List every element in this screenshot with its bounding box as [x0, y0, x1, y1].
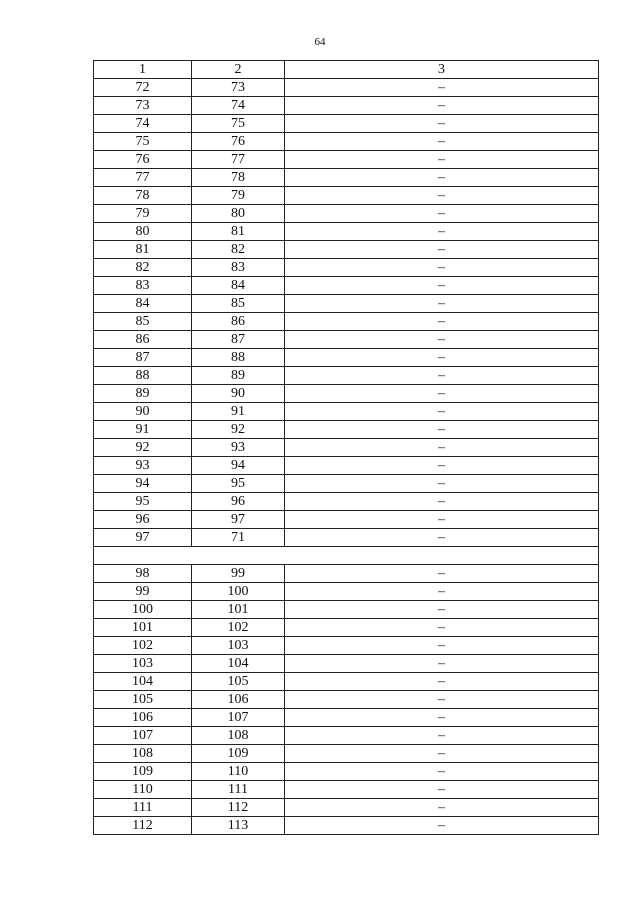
table-cell-col-2: 89	[192, 367, 285, 385]
table-cell-col-2: 113	[192, 817, 285, 835]
table-cell-col-3: –	[285, 151, 599, 169]
table-cell-col-2: 73	[192, 79, 285, 97]
table-cell-col-3: –	[285, 295, 599, 313]
table-row	[94, 313, 599, 331]
table-cell-col-3: –	[285, 367, 599, 385]
table-row	[94, 169, 599, 187]
table-cell-col-2: 94	[192, 457, 285, 475]
table-cell-col-1: 109	[94, 763, 192, 781]
table-cell-col-1: 85	[94, 313, 192, 331]
table-cell-col-2: 90	[192, 385, 285, 403]
table-cell-col-2: 111	[192, 781, 285, 799]
table-row	[94, 601, 599, 619]
table-cell-col-1: 97	[94, 529, 192, 547]
table-cell-col-3: –	[285, 799, 599, 817]
table-cell-col-2: 104	[192, 655, 285, 673]
table-cell-col-1: 88	[94, 367, 192, 385]
table-cell-col-3: –	[285, 493, 599, 511]
table-cell-col-2: 84	[192, 277, 285, 295]
column-header-2: 2	[192, 61, 285, 79]
table-cell-col-2: 91	[192, 403, 285, 421]
table-row	[94, 745, 599, 763]
table-cell-col-3: –	[285, 97, 599, 115]
table-cell-col-3: –	[285, 673, 599, 691]
table-cell-col-1: 104	[94, 673, 192, 691]
separator-row	[94, 547, 599, 565]
table-cell-col-3: –	[285, 763, 599, 781]
table-row	[94, 439, 599, 457]
table-cell-col-1: 87	[94, 349, 192, 367]
table-cell-col-2: 107	[192, 709, 285, 727]
table-cell-col-1: 110	[94, 781, 192, 799]
table-cell-col-1: 107	[94, 727, 192, 745]
table-row	[94, 259, 599, 277]
table-header-row	[94, 61, 599, 79]
table-row	[94, 655, 599, 673]
data-table	[93, 60, 599, 835]
table-cell-col-1: 80	[94, 223, 192, 241]
table-cell-col-3: –	[285, 511, 599, 529]
table-row	[94, 529, 599, 547]
table-cell-col-2: 112	[192, 799, 285, 817]
table-cell-col-3: –	[285, 421, 599, 439]
table-cell-col-3: –	[285, 619, 599, 637]
table-cell-col-2: 105	[192, 673, 285, 691]
table-row	[94, 385, 599, 403]
table-cell-col-1: 83	[94, 277, 192, 295]
table-section-b	[94, 565, 599, 835]
table-row	[94, 511, 599, 529]
table-row	[94, 331, 599, 349]
table-cell-col-2: 83	[192, 259, 285, 277]
table-row	[94, 781, 599, 799]
table-row	[94, 133, 599, 151]
table-cell-col-3: –	[285, 817, 599, 835]
table-cell-col-2: 75	[192, 115, 285, 133]
table-cell-col-3: –	[285, 457, 599, 475]
table-cell-col-2: 92	[192, 421, 285, 439]
table-row	[94, 817, 599, 835]
table-row	[94, 493, 599, 511]
column-header-1: 1	[94, 61, 192, 79]
table-cell-col-1: 102	[94, 637, 192, 655]
table-cell-col-3: –	[285, 331, 599, 349]
table-cell-col-3: –	[285, 475, 599, 493]
table-cell-col-1: 101	[94, 619, 192, 637]
table-cell-col-1: 79	[94, 205, 192, 223]
table-row	[94, 799, 599, 817]
table-row	[94, 115, 599, 133]
table-cell-col-2: 86	[192, 313, 285, 331]
table-row	[94, 97, 599, 115]
table-cell-col-2: 87	[192, 331, 285, 349]
page-number: 64	[314, 36, 326, 48]
table-cell-col-3: –	[285, 439, 599, 457]
table-cell-col-3: –	[285, 565, 599, 583]
table-section-separator	[94, 547, 599, 565]
table-cell-col-1: 106	[94, 709, 192, 727]
table-cell-col-1: 89	[94, 385, 192, 403]
table-cell-col-1: 96	[94, 511, 192, 529]
table-cell-col-1: 76	[94, 151, 192, 169]
table-cell-col-1: 90	[94, 403, 192, 421]
table-row	[94, 709, 599, 727]
table-row	[94, 241, 599, 259]
table-cell-col-1: 82	[94, 259, 192, 277]
table-row	[94, 583, 599, 601]
table-row	[94, 79, 599, 97]
table-row	[94, 187, 599, 205]
table-cell-col-3: –	[285, 259, 599, 277]
table-cell-col-1: 77	[94, 169, 192, 187]
table-cell-col-1: 72	[94, 79, 192, 97]
table-cell-col-2: 82	[192, 241, 285, 259]
table-cell-col-3: –	[285, 223, 599, 241]
table-cell-col-1: 81	[94, 241, 192, 259]
table-cell-col-3: –	[285, 115, 599, 133]
table-cell-col-3: –	[285, 133, 599, 151]
table-cell-col-1: 103	[94, 655, 192, 673]
table-cell-col-2: 74	[192, 97, 285, 115]
table-cell-col-1: 95	[94, 493, 192, 511]
table-cell-col-1: 91	[94, 421, 192, 439]
table-cell-col-3: –	[285, 169, 599, 187]
table-cell-col-2: 99	[192, 565, 285, 583]
table-cell-col-3: –	[285, 655, 599, 673]
table-cell-col-3: –	[285, 313, 599, 331]
table-cell-col-3: –	[285, 691, 599, 709]
table-cell-col-1: 74	[94, 115, 192, 133]
table-row	[94, 565, 599, 583]
table-cell-col-3: –	[285, 187, 599, 205]
table-cell-col-1: 98	[94, 565, 192, 583]
table-cell-col-1: 93	[94, 457, 192, 475]
table-row	[94, 403, 599, 421]
table-cell-col-1: 92	[94, 439, 192, 457]
table-cell-col-2: 88	[192, 349, 285, 367]
table-cell-col-3: –	[285, 349, 599, 367]
table-cell-col-2: 85	[192, 295, 285, 313]
table-cell-col-3: –	[285, 583, 599, 601]
table-cell-col-2: 102	[192, 619, 285, 637]
table-cell-col-3: –	[285, 745, 599, 763]
table-row	[94, 763, 599, 781]
table-cell-col-1: 84	[94, 295, 192, 313]
table-row	[94, 727, 599, 745]
table-cell-col-3: –	[285, 277, 599, 295]
table-row	[94, 637, 599, 655]
table-cell-col-1: 112	[94, 817, 192, 835]
table-cell-col-2: 81	[192, 223, 285, 241]
table-cell-col-3: –	[285, 205, 599, 223]
table-cell-col-2: 93	[192, 439, 285, 457]
table-cell-col-2: 95	[192, 475, 285, 493]
table-cell-col-1: 100	[94, 601, 192, 619]
table-cell-col-2: 108	[192, 727, 285, 745]
table-cell-col-2: 101	[192, 601, 285, 619]
table-row	[94, 367, 599, 385]
table-cell-col-1: 75	[94, 133, 192, 151]
table-cell-col-3: –	[285, 781, 599, 799]
table-cell-col-3: –	[285, 79, 599, 97]
table-row	[94, 691, 599, 709]
table-row	[94, 223, 599, 241]
table-row	[94, 277, 599, 295]
table-cell-col-3: –	[285, 241, 599, 259]
table-cell-col-2: 97	[192, 511, 285, 529]
table-cell-col-1: 86	[94, 331, 192, 349]
table-cell-col-3: –	[285, 529, 599, 547]
table-cell-col-1: 99	[94, 583, 192, 601]
table-cell-col-2: 106	[192, 691, 285, 709]
table-row	[94, 349, 599, 367]
table-cell-col-1: 78	[94, 187, 192, 205]
table-row	[94, 151, 599, 169]
table-row	[94, 619, 599, 637]
table-cell-col-1: 94	[94, 475, 192, 493]
table-cell-col-2: 76	[192, 133, 285, 151]
column-header-3: 3	[285, 61, 599, 79]
table-row	[94, 205, 599, 223]
table-cell-col-3: –	[285, 637, 599, 655]
table-cell-col-2: 80	[192, 205, 285, 223]
table-cell-col-3: –	[285, 385, 599, 403]
table-cell-col-2: 78	[192, 169, 285, 187]
table-cell-col-2: 110	[192, 763, 285, 781]
table-row	[94, 421, 599, 439]
table-cell-col-2: 77	[192, 151, 285, 169]
table-row	[94, 475, 599, 493]
table-cell-col-2: 103	[192, 637, 285, 655]
table-cell-col-2: 71	[192, 529, 285, 547]
table-row	[94, 673, 599, 691]
table-cell-col-2: 109	[192, 745, 285, 763]
table-cell-col-2: 96	[192, 493, 285, 511]
table-section-a	[94, 79, 599, 547]
table-cell-col-1: 73	[94, 97, 192, 115]
table-cell-col-3: –	[285, 403, 599, 421]
table-cell-col-1: 108	[94, 745, 192, 763]
table-cell-col-3: –	[285, 709, 599, 727]
table-row	[94, 295, 599, 313]
separator-cell	[94, 547, 599, 565]
table-cell-col-3: –	[285, 601, 599, 619]
table-cell-col-1: 105	[94, 691, 192, 709]
table-cell-col-2: 79	[192, 187, 285, 205]
table-row	[94, 457, 599, 475]
table-cell-col-3: –	[285, 727, 599, 745]
table-cell-col-2: 100	[192, 583, 285, 601]
table-cell-col-1: 111	[94, 799, 192, 817]
